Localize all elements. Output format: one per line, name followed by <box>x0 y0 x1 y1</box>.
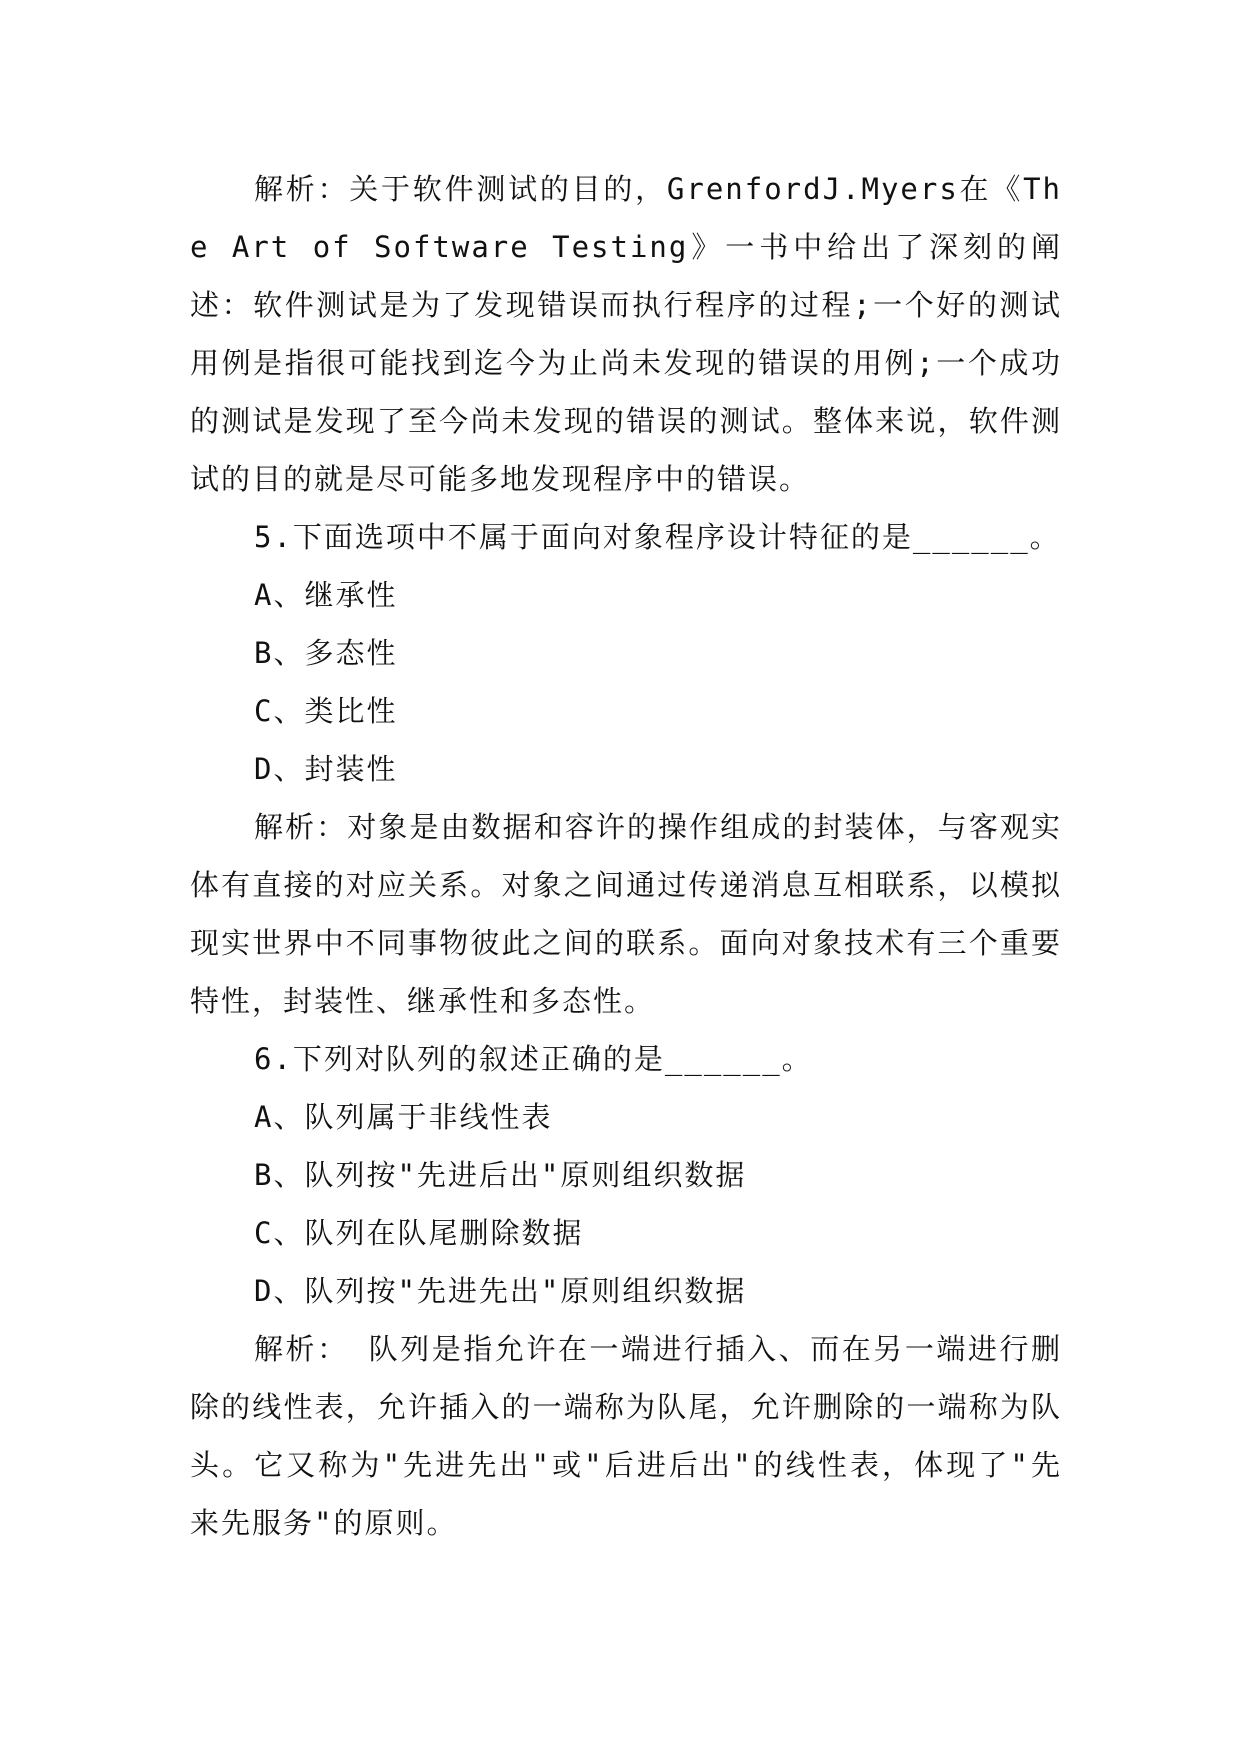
explanation-paragraph-q6: 解析： 队列是指允许在一端进行插入、而在另一端进行删除的线性表，允许插入的一端称为队尾，允许删除的一端称为队头。它又称为"先进先出"或"后进后出"的线性表，体现了"先来先服务"的原则。 <box>190 1332 1062 1540</box>
question-6-stem: 6.下列对队列的叙述正确的是______。 <box>254 1042 813 1076</box>
question-5-stem: 5.下面选项中不属于面向对象程序设计特征的是______。 <box>254 520 1061 554</box>
question-6-option-b: B、队列按"先进后出"原则组织数据 <box>254 1158 747 1192</box>
document-body <box>190 160 1062 1552</box>
explanation-paragraph-q4: 解析：关于软件测试的目的，GrenfordJ.Myers在《The Art of Software Testing》一书中给出了深刻的阐述：软件测试是为了发现错误而执行程序的过程;一个好的测试用例是指很可能找到迄今为止尚未发现的错误的用例;一个成功的测试是发现了至今尚未发现的错误的测试。整体来说，软件测试的目的就是尽可能多地发现程序中的错误。 <box>190 172 1062 496</box>
question-5-option-b: B、多态性 <box>254 636 398 670</box>
question-5-option-d: D、封装性 <box>254 752 398 786</box>
question-6-option-c: C、队列在队尾删除数据 <box>254 1216 584 1250</box>
question-6-option-d: D、队列按"先进先出"原则组织数据 <box>254 1274 747 1308</box>
question-5-option-c: C、类比性 <box>254 694 398 728</box>
question-6-option-a: A、队列属于非线性表 <box>254 1100 553 1134</box>
question-5-option-a: A、继承性 <box>254 578 398 612</box>
explanation-paragraph-q5: 解析：对象是由数据和容许的操作组成的封装体，与客观实体有直接的对应关系。对象之间通过传递消息互相联系，以模拟现实世界中不同事物彼此之间的联系。面向对象技术有三个重要特性，封装性、继承性和多态性。 <box>190 810 1062 1018</box>
